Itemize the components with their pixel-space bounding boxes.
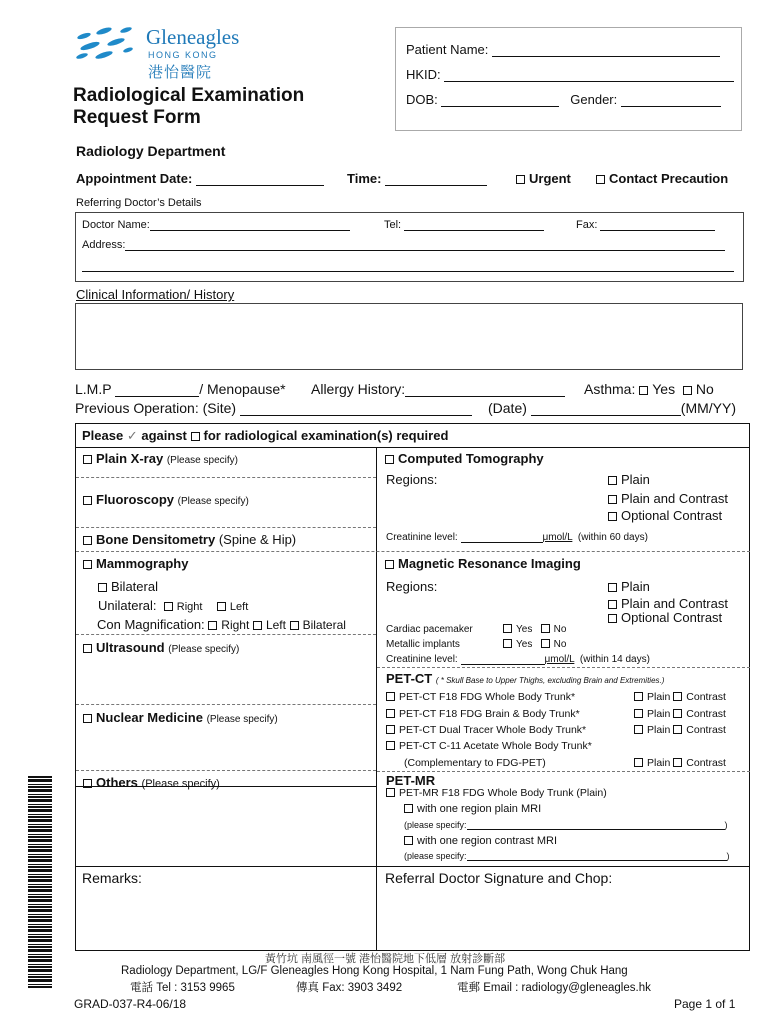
contact-precaution-checkbox[interactable]: Contact Precaution [596,171,728,186]
logo-mark-icon [74,26,136,62]
complementary-label: (Complementary to FDG-PET) [404,757,546,769]
footer-fax: 傳真 Fax: 3903 3492 [296,982,403,994]
appointment-time-field[interactable]: Time: [347,171,487,186]
pet-c11-plain-contrast[interactable]: Plain Contrast [634,757,726,769]
address-field[interactable]: Address: [82,239,725,251]
nuclear-medicine-checkbox[interactable]: Nuclear Medicine (Please specify) [83,710,278,725]
pet-ct-item[interactable]: PET-CT Dual Tracer Whole Body Trunk* [386,724,586,736]
mammography-checkbox[interactable]: Mammography [83,556,188,571]
logo-chinese: 港怡醫院 [148,64,213,81]
mri-checkbox[interactable]: Magnetic Resonance Imaging [385,556,581,571]
ct-creatinine-field[interactable]: Creatinine level: μmol/L (within 60 days) [386,532,648,543]
plain-mri-checkbox[interactable]: with one region plain MRI [404,803,541,815]
petmr-heading: PET-MR [386,773,436,788]
patient-name-field[interactable]: Patient Name: [406,42,736,57]
lmp-field[interactable]: L.M.P / Menopause* [75,381,286,397]
referring-heading: Referring Doctor’s Details [76,197,202,209]
footer-tel: 電話 Tel : 3153 9965 [130,982,235,994]
unilateral-options[interactable]: Unilateral: Right Left [98,598,249,613]
ct-checkbox[interactable]: Computed Tomography [385,451,544,466]
ct-optional-contrast-checkbox[interactable]: Optional Contrast [608,508,722,523]
urgent-checkbox[interactable]: Urgent [516,171,571,186]
contrast-mri-specify[interactable]: (please specify: ) [404,851,730,861]
pet-ct-item[interactable]: PET-CT F18 FDG Brain & Body Trunk* [386,708,580,720]
logo-sub: HONG KONG [148,50,218,60]
pet-ct-plain-contrast[interactable]: Plain Contrast [634,708,726,720]
pet-ct-item[interactable]: PET-CT F18 FDG Whole Body Trunk* [386,691,575,703]
pacemaker-options[interactable]: Cardiac pacemaker [386,624,473,635]
department: Radiology Department [76,143,226,159]
pet-ct-plain-contrast[interactable]: Plain Contrast [634,691,726,703]
plain-xray-checkbox[interactable]: Plain X-ray (Please specify) [83,451,238,466]
footer-email: 電郵 Email : radiology@gleneagles.hk [457,982,651,994]
pet-ct-plain-contrast[interactable]: Plain Contrast [634,724,726,736]
ultrasound-checkbox[interactable]: Ultrasound (Please specify) [83,640,239,655]
mri-plain-contrast-checkbox[interactable]: Plain and Contrast [608,596,728,611]
footer-address: Radiology Department, LG/F Gleneagles Hong Kong Hospital, 1 Nam Fung Path, Wong Chuk Hang [121,965,628,977]
ct-plain-checkbox[interactable]: Plain [608,472,650,487]
bone-densitometry-checkbox[interactable]: Bone Densitometry (Spine & Hip) [83,532,296,547]
remarks-box[interactable] [78,887,374,947]
fax-field[interactable]: Fax: [576,219,715,231]
operation-date-field[interactable]: (Date) (MM/YY) [488,400,737,416]
allergy-field[interactable]: Allergy History: [311,381,565,397]
signature-label: Referral Doctor Signature and Chop: [385,870,613,886]
exam-heading: Please ✓ against for radiological examination(s) required [82,428,449,443]
previous-operation-field[interactable]: Previous Operation: (Site) [75,400,472,416]
asthma-field[interactable]: Asthma: Yes No [584,381,714,397]
pacemaker-yes-no[interactable]: Yes No [503,624,566,635]
ct-plain-contrast-checkbox[interactable]: Plain and Contrast [608,491,728,506]
patient-box [395,27,742,131]
mri-creatinine-field[interactable]: Creatinine level: μmol/L (within 14 days) [386,654,650,665]
form-code: GRAD-037-R4-06/18 [74,997,187,1011]
pet-ct-item[interactable]: PET-CT C-11 Acetate Whole Body Trunk* [386,740,592,752]
tel-field[interactable]: Tel: [384,219,544,231]
page-title: Radiological Examination Request Form [73,85,305,128]
appointment-date-field[interactable]: Appointment Date: [76,171,324,186]
implants-yes-no[interactable]: Yes No [503,639,566,650]
logo-name: Gleneagles [146,25,240,49]
clinical-info-box[interactable] [75,303,743,370]
clinical-heading: Clinical Information/ History [76,287,235,302]
petct-heading: PET-CT ( * Skull Base to Upper Thighs, excluding Brain and Extremities.) [386,671,665,686]
mri-optional-contrast-checkbox[interactable]: Optional Contrast [608,610,722,625]
con-magnification-options[interactable]: Con Magnification: Right Left Bilateral [97,617,346,632]
hkid-field[interactable]: HKID: [406,67,734,82]
mri-regions-label: Regions: [386,579,438,594]
remarks-label: Remarks: [82,870,142,886]
fluoroscopy-checkbox[interactable]: Fluoroscopy (Please specify) [83,492,249,507]
petmr-checkbox[interactable]: PET-MR F18 FDG Whole Body Trunk (Plain) [386,787,607,799]
address-line-2[interactable] [82,271,734,272]
doctor-name-field[interactable]: Doctor Name: [82,219,350,231]
ct-regions-label: Regions: [386,472,438,487]
signature-box[interactable] [379,887,747,947]
mri-plain-checkbox[interactable]: Plain [608,579,650,594]
page-number: Page 1 of 1 [674,997,736,1011]
contrast-mri-checkbox[interactable]: with one region contrast MRI [404,835,557,847]
footer-chinese-address: 黃竹坑 南風徑一號 港怡醫院地下低層 放射診斷部 [264,953,506,965]
others-checkbox[interactable]: Others (Please specify) [83,775,220,790]
referring-box [75,212,744,282]
dob-field[interactable]: DOB: Gender: [406,92,721,107]
implants-label: Metallic implants [386,639,460,650]
plain-mri-specify[interactable]: (please specify: ) [404,820,728,830]
bilateral-checkbox[interactable]: Bilateral [98,579,158,594]
